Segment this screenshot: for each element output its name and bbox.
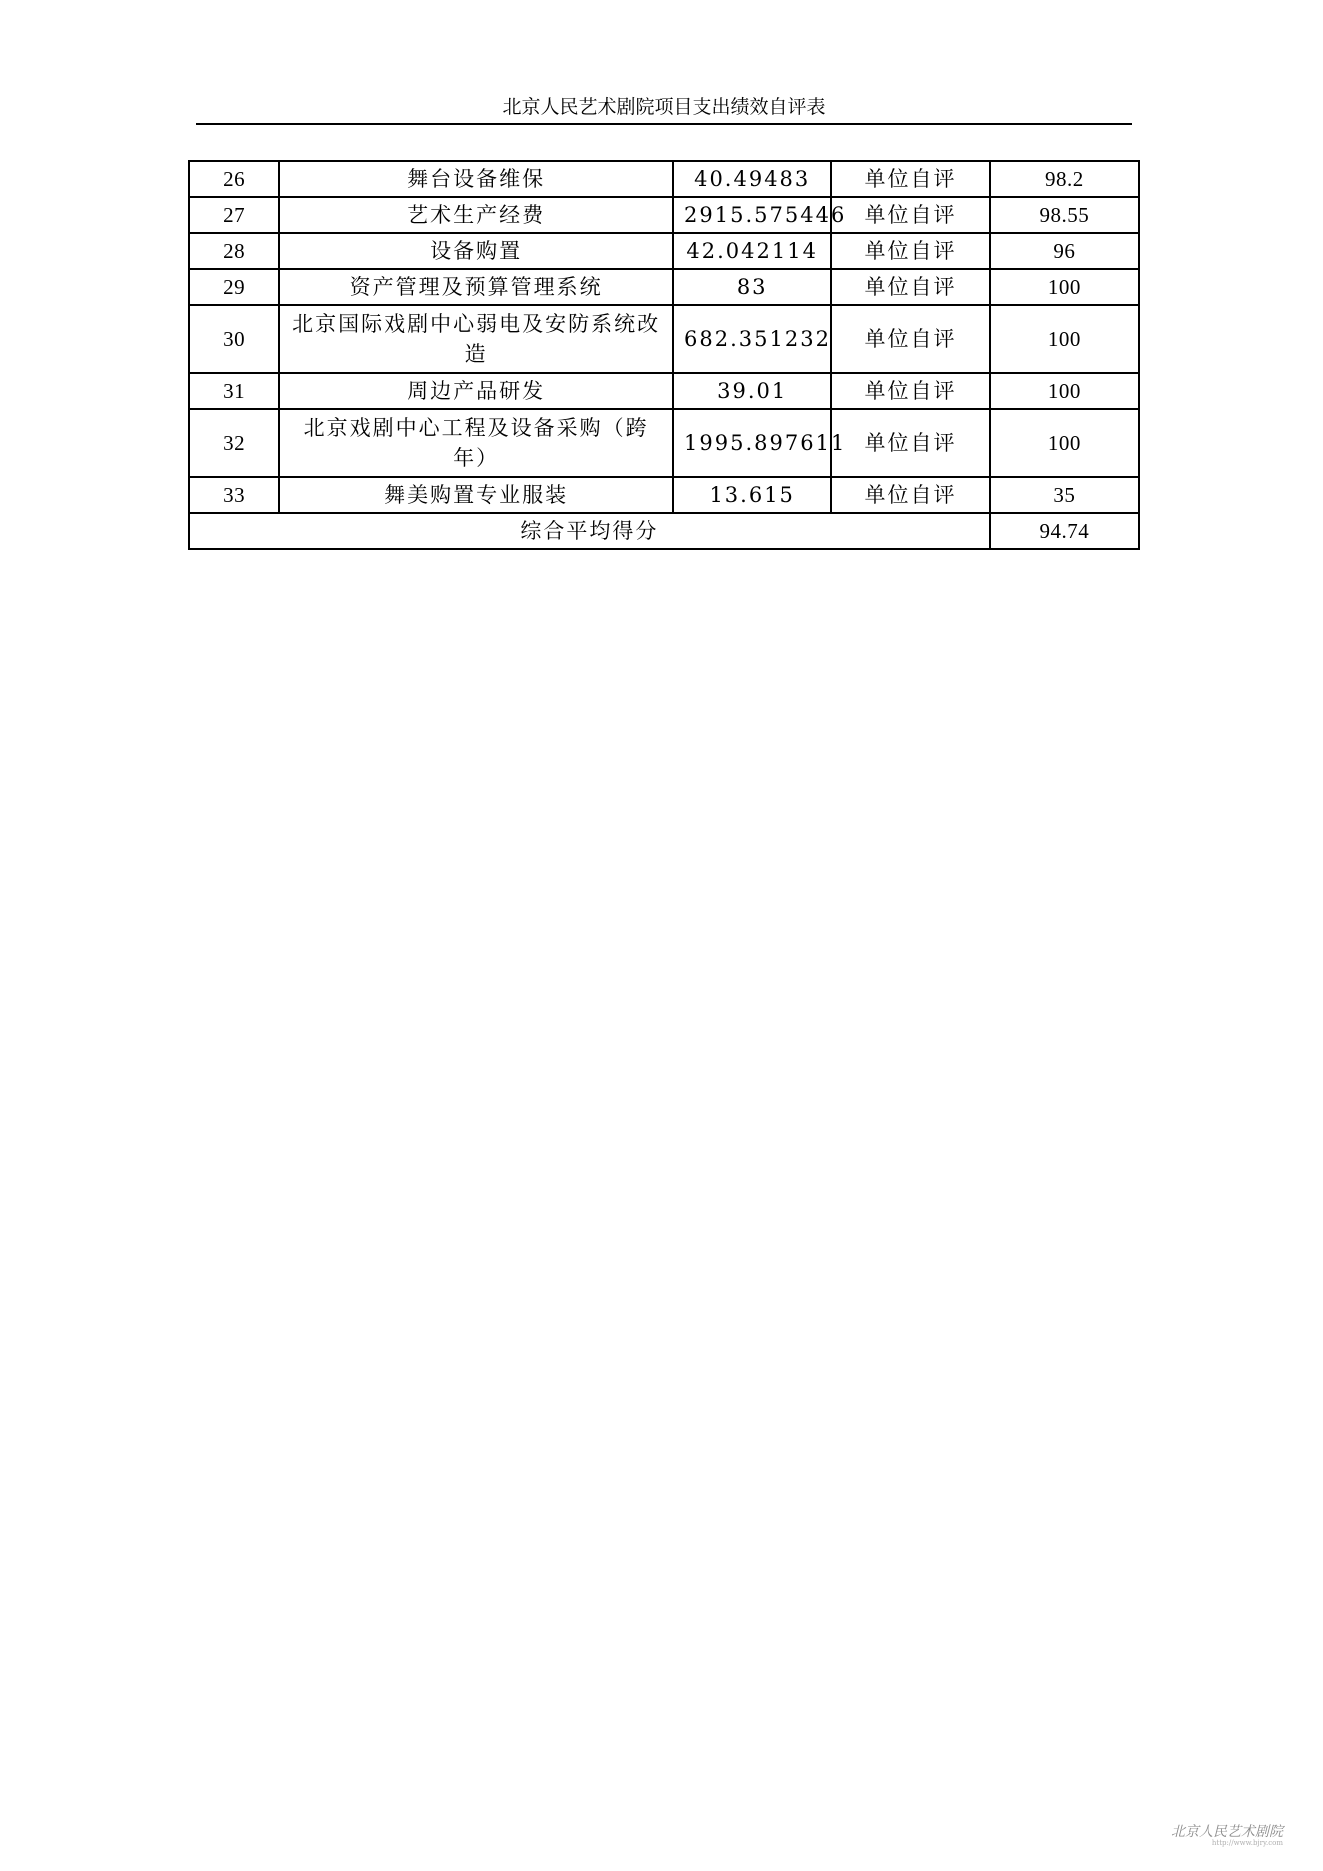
- evaluation-method-cell: 单位自评: [831, 477, 989, 513]
- evaluation-method-cell: 单位自评: [831, 161, 989, 197]
- row-index-cell: 33: [189, 477, 279, 513]
- score-cell: 100: [990, 269, 1139, 305]
- row-index-cell: 29: [189, 269, 279, 305]
- evaluation-method-cell: 单位自评: [831, 269, 989, 305]
- page-header: [196, 92, 1132, 125]
- table-row: [189, 269, 1139, 305]
- page-title: 北京人民艺术剧院项目支出绩效自评表: [502, 96, 826, 118]
- table-row: [189, 373, 1139, 409]
- row-index-cell: 30: [189, 305, 279, 373]
- row-index-cell: 27: [189, 197, 279, 233]
- table-row: [189, 233, 1139, 269]
- row-index-cell: 26: [189, 161, 279, 197]
- project-name-cell: 北京戏剧中心工程及设备采购（跨年）: [279, 409, 673, 477]
- table-row: [189, 409, 1139, 477]
- table-row: [189, 197, 1139, 233]
- table-row: [189, 161, 1139, 197]
- summary-row: [189, 513, 1139, 549]
- summary-label-cell: 综合平均得分: [189, 513, 990, 549]
- project-name-cell: 舞美购置专业服装: [279, 477, 673, 513]
- project-name-cell: 资产管理及预算管理系统: [279, 269, 673, 305]
- project-name-cell: 舞台设备维保: [279, 161, 673, 197]
- amount-cell: 2915.575446: [673, 197, 831, 233]
- amount-cell: 83: [673, 269, 831, 305]
- score-cell: 100: [990, 373, 1139, 409]
- score-cell: 98.2: [990, 161, 1139, 197]
- amount-cell: 682.351232: [673, 305, 831, 373]
- evaluation-method-cell: 单位自评: [831, 233, 989, 269]
- summary-score-cell: 94.74: [990, 513, 1139, 549]
- performance-evaluation-table: [188, 160, 1140, 550]
- amount-cell: 1995.897611: [673, 409, 831, 477]
- score-cell: 100: [990, 305, 1139, 373]
- evaluation-method-cell: 单位自评: [831, 305, 989, 373]
- amount-cell: 39.01: [673, 373, 831, 409]
- row-index-cell: 31: [189, 373, 279, 409]
- score-cell: 35: [990, 477, 1139, 513]
- amount-cell: 42.042114: [673, 233, 831, 269]
- evaluation-method-cell: 单位自评: [831, 373, 989, 409]
- score-cell: 96: [990, 233, 1139, 269]
- table-body: [189, 161, 1139, 549]
- project-name-cell: 艺术生产经费: [279, 197, 673, 233]
- site-watermark: [1171, 1825, 1283, 1847]
- score-cell: 100: [990, 409, 1139, 477]
- table-row: [189, 305, 1139, 373]
- amount-cell: 13.615: [673, 477, 831, 513]
- project-name-cell: 设备购置: [279, 233, 673, 269]
- watermark-text: 北京人民艺术剧院: [1171, 1824, 1283, 1840]
- watermark-url: http://www.bjry.com: [1211, 1839, 1283, 1847]
- row-index-cell: 28: [189, 233, 279, 269]
- project-name-cell: 北京国际戏剧中心弱电及安防系统改造: [279, 305, 673, 373]
- row-index-cell: 32: [189, 409, 279, 477]
- evaluation-method-cell: 单位自评: [831, 197, 989, 233]
- evaluation-method-cell: 单位自评: [831, 409, 989, 477]
- amount-cell: 40.49483: [673, 161, 831, 197]
- table-row: [189, 477, 1139, 513]
- score-cell: 98.55: [990, 197, 1139, 233]
- project-name-cell: 周边产品研发: [279, 373, 673, 409]
